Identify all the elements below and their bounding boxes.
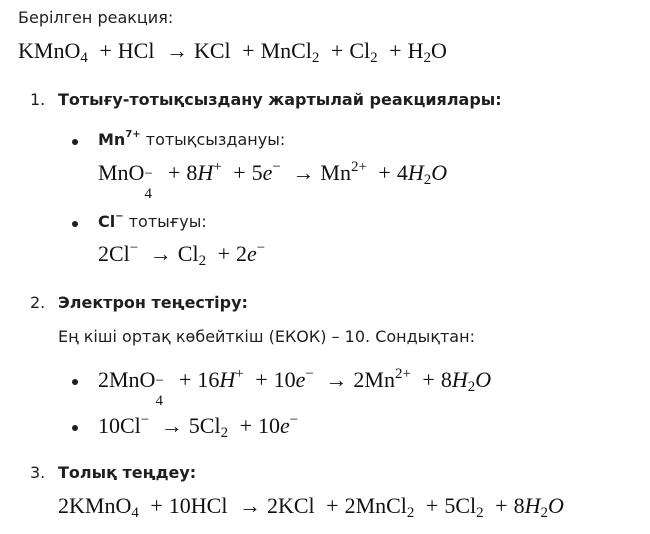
balanced-mn-equation: 2MnO − 4 + $16H^+ + 10e^- \to 2Mn^{2+} + 8H_2O$ <box>98 366 492 409</box>
bullet-dot <box>72 139 78 145</box>
cl-oxidation-label: Cl− тотығуы: <box>98 211 207 231</box>
full-balanced-equation: 2KMnO$_4$ + 10HCl → 2KCl + 2MnCl$_2$ + $5Cl_2 + 8H_2O$ <box>58 493 564 521</box>
bullet-dot <box>72 221 78 227</box>
step-1-number: 1. <box>30 90 46 109</box>
bullet-dot <box>72 379 78 385</box>
balanced-cl-equation: $10Cl^- \to 5Cl_2 + 10e^-$ <box>98 412 299 441</box>
intro-text: Берілген реакция: <box>18 8 174 27</box>
given-reaction-equation: KMnO$_4$ + HCl → KCl + MnCl$_2$ + $Cl_2 + H_2O$ <box>18 38 447 66</box>
mn-reduction-equation: MnO − 4 + $8H^+ + 5e^- \to Mn^{2+} + 4H_2O$ <box>98 159 448 202</box>
cl-oxidation-equation: $2Cl^- \to Cl_2 + 2e^-$ <box>98 240 266 269</box>
step-2-number: 2. <box>30 293 46 312</box>
step-1-title: Тотығу-тотықсыздану жартылай реакциялары: <box>58 90 502 109</box>
mn-reduction-label: $Mn^{7+}$ тотықсыздануы: <box>98 129 286 149</box>
step-3-number: 3. <box>30 463 46 482</box>
step-2-text: Ең кіші ортақ көбейткіш (ЕКОК) – 10. Сондықтан: <box>58 327 475 346</box>
step-2-title: Электрон теңестіру: <box>58 293 248 312</box>
step-3-title: Толық теңдеу: <box>58 463 197 482</box>
bullet-dot <box>72 425 78 431</box>
